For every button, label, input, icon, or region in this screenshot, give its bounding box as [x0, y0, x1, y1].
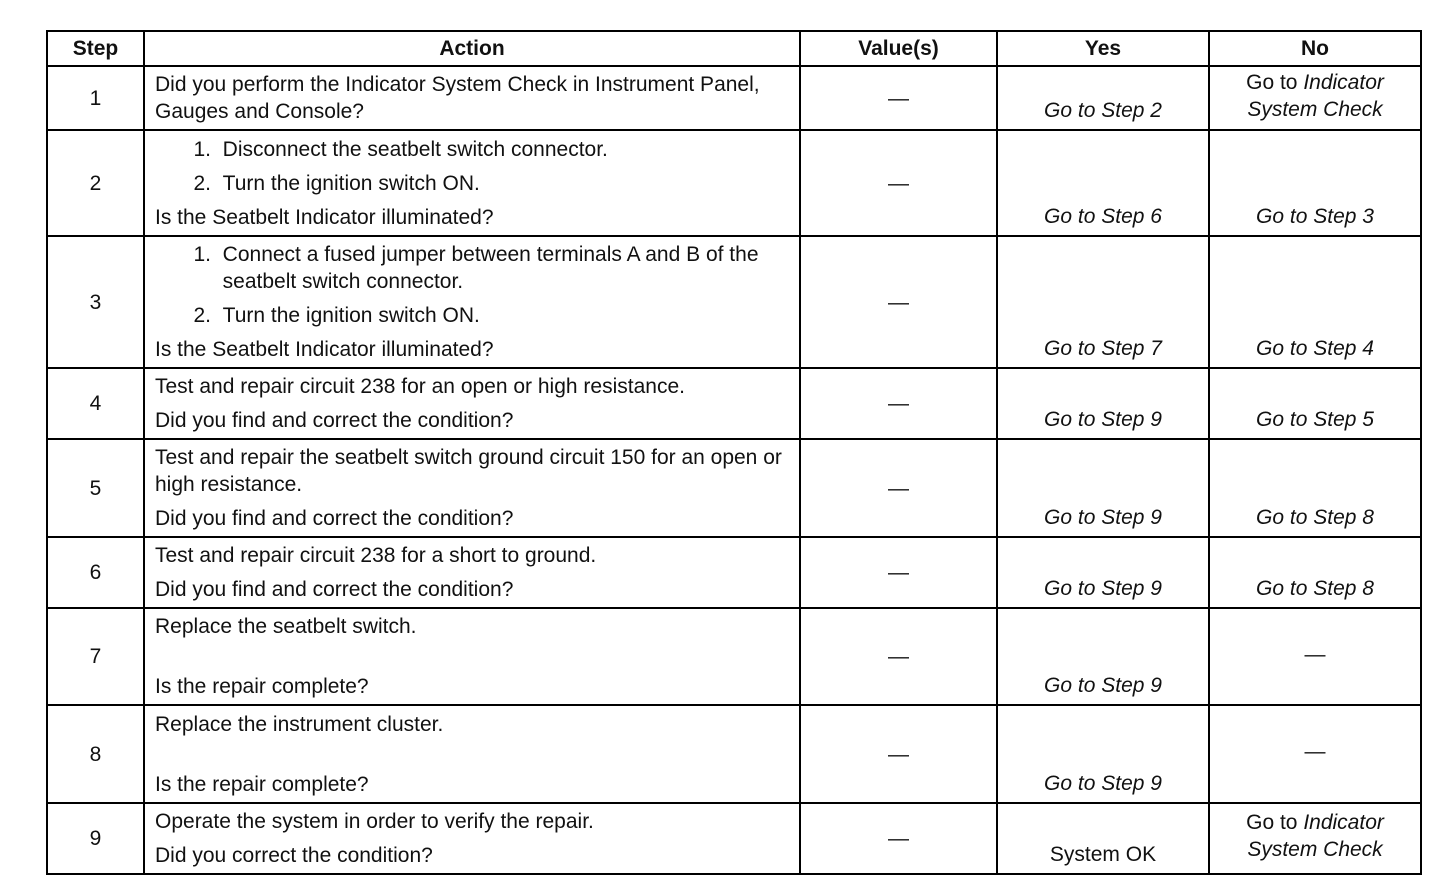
action-question: Did you perform the Indicator System Check in Instrument Panel, Gauges and Console? — [155, 73, 760, 123]
action-cell — [144, 66, 800, 130]
instruction-list — [155, 241, 791, 329]
action-cell — [144, 608, 800, 705]
action-question: Is the Seatbelt Indicator illuminated? — [155, 338, 494, 361]
diagnostic-table — [46, 30, 1422, 875]
table-row — [47, 705, 1421, 803]
action-question: Did you correct the condition? — [155, 844, 433, 867]
no-result-target: Indicator System Check — [1247, 811, 1384, 861]
step-number: 5 — [47, 439, 144, 537]
header-row — [47, 31, 1421, 66]
table-row — [47, 130, 1421, 236]
value-cell: — — [800, 608, 997, 705]
action-cell — [144, 803, 800, 874]
header-no: No — [1209, 31, 1421, 66]
action-question: Did you find and correct the condition? — [155, 507, 514, 530]
yes-result: Go to Step 7 — [997, 236, 1209, 368]
value-cell: — — [800, 439, 997, 537]
step-number: 7 — [47, 608, 144, 705]
action-cell — [144, 705, 800, 803]
action-cell — [144, 439, 800, 537]
no-result — [1209, 66, 1421, 130]
yes-result: Go to Step 6 — [997, 130, 1209, 236]
yes-result: Go to Step 9 — [997, 705, 1209, 803]
action-cell — [144, 368, 800, 439]
action-instruction: Operate the system in order to verify the repair. — [155, 810, 594, 833]
no-result-prefix: Go to — [1246, 811, 1304, 834]
step-number: 9 — [47, 803, 144, 874]
yes-result: Go to Step 9 — [997, 537, 1209, 608]
header-step: Step — [47, 31, 144, 66]
no-result — [1209, 803, 1421, 874]
no-result: Go to Step 5 — [1209, 368, 1421, 439]
action-instruction: Replace the instrument cluster. — [155, 713, 444, 736]
list-item: 1. Disconnect the seatbelt switch connector. — [193, 138, 608, 161]
action-cell — [144, 130, 800, 236]
no-result: Go to Step 4 — [1209, 236, 1421, 368]
value-cell: — — [800, 705, 997, 803]
step-number: 6 — [47, 537, 144, 608]
action-instruction: Test and repair circuit 238 for a short to ground. — [155, 544, 597, 567]
action-question: Is the repair complete? — [155, 675, 369, 698]
table-row — [47, 66, 1421, 130]
yes-result: System OK — [997, 803, 1209, 874]
value-cell: — — [800, 803, 997, 874]
header-values: Value(s) — [800, 31, 997, 66]
action-question: Did you find and correct the condition? — [155, 409, 514, 432]
table-row — [47, 236, 1421, 368]
list-item: 2. Turn the ignition switch ON. — [193, 304, 480, 327]
action-instruction: Test and repair circuit 238 for an open or high resistance. — [155, 375, 685, 398]
action-question: Is the Seatbelt Indicator illuminated? — [155, 206, 494, 229]
header-yes: Yes — [997, 31, 1209, 66]
value-cell: — — [800, 130, 997, 236]
value-cell: — — [800, 236, 997, 368]
step-number: 2 — [47, 130, 144, 236]
value-cell: — — [800, 537, 997, 608]
no-result: Go to Step 8 — [1209, 439, 1421, 537]
yes-result: Go to Step 9 — [997, 439, 1209, 537]
no-result: — — [1209, 705, 1421, 803]
action-cell — [144, 236, 800, 368]
action-question: Did you find and correct the condition? — [155, 578, 514, 601]
action-instruction: Replace the seatbelt switch. — [155, 615, 417, 638]
table-row — [47, 368, 1421, 439]
value-cell: — — [800, 368, 997, 439]
instruction-list — [155, 136, 791, 197]
table-row — [47, 537, 1421, 608]
no-result: — — [1209, 608, 1421, 705]
action-cell — [144, 537, 800, 608]
no-result: Go to Step 8 — [1209, 537, 1421, 608]
yes-result: Go to Step 2 — [997, 66, 1209, 130]
header-action: Action — [144, 31, 800, 66]
table-row — [47, 803, 1421, 874]
yes-result: Go to Step 9 — [997, 608, 1209, 705]
step-number: 4 — [47, 368, 144, 439]
value-cell: — — [800, 66, 997, 130]
table-row — [47, 439, 1421, 537]
step-number: 3 — [47, 236, 144, 368]
action-question: Is the repair complete? — [155, 773, 369, 796]
list-item: 2. Turn the ignition switch ON. — [193, 172, 480, 195]
no-result-target: Indicator System Check — [1247, 70, 1384, 121]
yes-result: Go to Step 9 — [997, 368, 1209, 439]
table-row — [47, 608, 1421, 705]
step-number: 1 — [47, 66, 144, 130]
action-instruction: Test and repair the seatbelt switch ground circuit 150 for an open or high resistance. — [155, 446, 782, 496]
step-number: 8 — [47, 705, 144, 803]
no-result: Go to Step 3 — [1209, 130, 1421, 236]
list-item: 1. Connect a fused jumper between terminals A and B of the seatbelt switch connector. — [193, 243, 759, 293]
no-result-prefix: Go to — [1246, 70, 1304, 94]
